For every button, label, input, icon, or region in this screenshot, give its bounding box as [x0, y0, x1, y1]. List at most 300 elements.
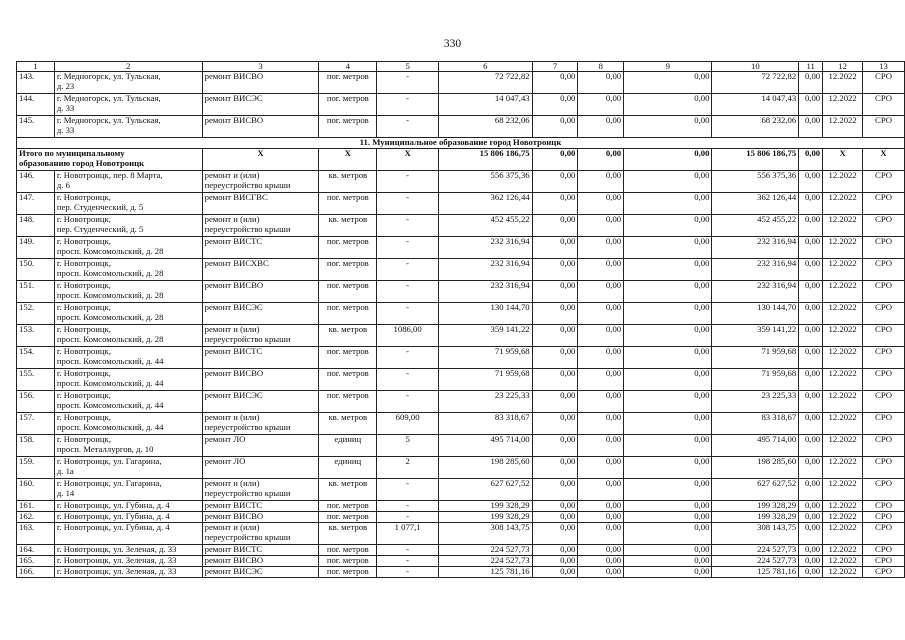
- unit-line: пог. метров: [326, 544, 369, 554]
- value-c8-line: 0,00: [605, 258, 622, 268]
- address-line: просп. Комсомольский, д. 28: [56, 289, 164, 300]
- row-number: [17, 94, 55, 116]
- value-c8-line: 0,00: [605, 566, 622, 576]
- table-row: [17, 479, 905, 501]
- address-line: д. 23: [56, 80, 75, 91]
- quantity-line: -: [406, 368, 410, 378]
- value-c7: [532, 567, 578, 578]
- value-c10: [712, 501, 799, 512]
- row-number: [17, 369, 55, 391]
- quantity: [377, 325, 439, 347]
- unit: [319, 391, 377, 413]
- total-cost-line: 72 722,82: [494, 71, 530, 81]
- value-c9-line: 0,00: [694, 170, 710, 180]
- funding-source: [863, 259, 905, 281]
- value-c7: [532, 347, 578, 369]
- address: [54, 325, 202, 347]
- value-c11-line: 0,00: [804, 93, 821, 103]
- total-cost: [438, 347, 532, 369]
- address-line: просп. Комсомольский, д. 44: [56, 399, 164, 410]
- work-type: [202, 457, 319, 479]
- quantity-line: -: [406, 258, 410, 268]
- value-c8: [578, 303, 624, 325]
- work-type-line: ремонт ВИСВО: [204, 115, 264, 125]
- completion-date-line: 12.2022: [828, 456, 857, 466]
- total-c4-line: X: [344, 148, 351, 158]
- table-row: [17, 303, 905, 325]
- value-c10: [712, 259, 799, 281]
- funding-source-line: СРО: [875, 93, 893, 103]
- value-c9: [624, 479, 712, 501]
- row-number: [17, 512, 55, 523]
- total-cost: [438, 72, 532, 94]
- completion-date: [823, 523, 863, 545]
- total-cost: [438, 171, 532, 193]
- completion-date-line: 12.2022: [828, 511, 857, 521]
- value-c9-line: 0,00: [694, 412, 710, 422]
- value-c10-line: 232 316,94: [757, 258, 797, 268]
- completion-date: [823, 116, 863, 138]
- value-c8-line: 0,00: [605, 368, 622, 378]
- funding-source: [863, 193, 905, 215]
- value-c7-line: 0,00: [560, 115, 576, 125]
- work-type-line: ремонт ВИСЭС: [204, 566, 263, 576]
- row-number: [17, 281, 55, 303]
- value-c7-line: 0,00: [560, 434, 576, 444]
- work-type-line: ремонт ВИСВО: [204, 555, 264, 565]
- address-line: г. Новотроицк,: [56, 324, 111, 334]
- completion-date-line: 12.2022: [828, 555, 857, 565]
- unit-line: пог. метров: [326, 93, 369, 103]
- address: [54, 347, 202, 369]
- value-c9-line: 0,00: [694, 368, 710, 378]
- total-c13: [863, 149, 905, 171]
- quantity: [377, 391, 439, 413]
- address-line: просп. Металлургов, д. 10: [56, 443, 154, 454]
- value-c7-line: 0,00: [560, 412, 576, 422]
- total-label: [17, 149, 203, 171]
- table-row: [17, 556, 905, 567]
- quantity: [377, 72, 439, 94]
- funding-source-line: СРО: [875, 346, 893, 356]
- value-c10-line: 224 527,73: [757, 555, 797, 565]
- table-row: [17, 512, 905, 523]
- table-row: [17, 369, 905, 391]
- address: [54, 303, 202, 325]
- value-c7-line: 0,00: [560, 170, 576, 180]
- address-line: просп. Комсомольский, д. 44: [56, 377, 164, 388]
- quantity: [377, 369, 439, 391]
- row-number: [17, 545, 55, 556]
- value-c10-line: 232 316,94: [757, 280, 797, 290]
- table-row: [17, 281, 905, 303]
- unit-line: пог. метров: [326, 192, 369, 202]
- total-cost: [438, 479, 532, 501]
- row-number-line: 163.: [19, 522, 35, 532]
- quantity-line: 1086,00: [393, 324, 422, 334]
- row-number-line: 159.: [19, 456, 35, 466]
- value-c9: [624, 171, 712, 193]
- quantity: [377, 215, 439, 237]
- total-c3: [202, 149, 319, 171]
- unit: [319, 523, 377, 545]
- total-cost-line: 130 144,70: [490, 302, 530, 312]
- work-type-line: ремонт и (или): [204, 214, 260, 224]
- address-line: г. Медногорск, ул. Тульская,: [56, 115, 161, 125]
- total-cost: [438, 325, 532, 347]
- value-c10: [712, 413, 799, 435]
- table-row: [17, 391, 905, 413]
- unit: [319, 457, 377, 479]
- row-number-line: 155.: [19, 368, 35, 378]
- total-cost-line: 359 141,22: [490, 324, 530, 334]
- row-number-line: 154.: [19, 346, 35, 356]
- value-c10: [712, 391, 799, 413]
- value-c7: [532, 435, 578, 457]
- value-c10-line: 83 318,67: [761, 412, 797, 422]
- funding-source-line: СРО: [875, 478, 893, 488]
- address: [54, 556, 202, 567]
- address-line: просп. Комсомольский, д. 28: [56, 245, 164, 256]
- value-c10: [712, 281, 799, 303]
- value-c11: [799, 325, 823, 347]
- unit: [319, 369, 377, 391]
- unit-line: кв. метров: [328, 324, 368, 334]
- row-number: [17, 479, 55, 501]
- work-type-line: ремонт и (или): [204, 324, 260, 334]
- total-c13-line: X: [880, 148, 887, 158]
- value-c10-line: 362 126,44: [757, 192, 797, 202]
- address-line: г. Новотроицк, ул. Гагарина,: [56, 478, 162, 488]
- value-c11-line: 0,00: [804, 522, 821, 532]
- value-c8-line: 0,00: [605, 214, 622, 224]
- total-cost-line: 232 316,94: [490, 258, 530, 268]
- value-c8: [578, 281, 624, 303]
- work-type-line: переустройство крыши: [204, 333, 291, 344]
- unit: [319, 303, 377, 325]
- completion-date-line: 12.2022: [828, 544, 857, 554]
- value-c10: [712, 171, 799, 193]
- row-number-line: 156.: [19, 390, 35, 400]
- address-line: д. 6: [56, 179, 70, 190]
- total-c8-line: 0,00: [605, 148, 622, 158]
- value-c10-line: 232 316,94: [757, 236, 797, 246]
- value-c11-line: 0,00: [804, 115, 821, 125]
- quantity: [377, 303, 439, 325]
- completion-date-line: 12.2022: [828, 258, 857, 268]
- value-c7: [532, 259, 578, 281]
- work-type-line: ремонт и (или): [204, 522, 260, 532]
- quantity: [377, 171, 439, 193]
- total-c8: [578, 149, 624, 171]
- table-row: [17, 347, 905, 369]
- total-c10-line: 15 806 186,75: [746, 148, 797, 158]
- value-c10-line: 359 141,22: [757, 324, 797, 334]
- table-row: [17, 116, 905, 138]
- row-number-line: 152.: [19, 302, 35, 312]
- row-number-line: 145.: [19, 115, 35, 125]
- quantity-line: -: [406, 214, 410, 224]
- row-number: [17, 259, 55, 281]
- address-line: г. Новотроицк, ул. Губина, д. 4: [56, 522, 170, 532]
- total-cost: [438, 435, 532, 457]
- value-c11: [799, 545, 823, 556]
- total-cost: [438, 303, 532, 325]
- total-cost-line: 83 318,67: [494, 412, 530, 422]
- work-type-line: переустройство крыши: [204, 179, 291, 190]
- completion-date-line: 12.2022: [828, 214, 857, 224]
- value-c10-line: 71 959,68: [761, 368, 797, 378]
- value-c9: [624, 501, 712, 512]
- quantity: [377, 512, 439, 523]
- value-c9: [624, 435, 712, 457]
- funding-source: [863, 72, 905, 94]
- unit-line: пог. метров: [326, 346, 369, 356]
- unit-line: кв. метров: [328, 478, 368, 488]
- value-c8-line: 0,00: [605, 522, 622, 532]
- quantity: [377, 567, 439, 578]
- value-c11-line: 0,00: [804, 346, 821, 356]
- unit-line: пог. метров: [326, 302, 369, 312]
- total-cost-line: 14 047,43: [494, 93, 530, 103]
- address: [54, 215, 202, 237]
- funding-source-line: СРО: [875, 71, 893, 81]
- funding-source-line: СРО: [875, 412, 893, 422]
- value-c7: [532, 193, 578, 215]
- total-c7-line: 0,00: [560, 148, 576, 158]
- value-c10-line: 198 285,60: [757, 456, 797, 466]
- total-cost-line: 362 126,44: [490, 192, 530, 202]
- quantity-line: -: [406, 478, 410, 488]
- completion-date-line: 12.2022: [828, 566, 857, 576]
- work-type: [202, 347, 319, 369]
- work-type-line: ремонт и (или): [204, 170, 260, 180]
- completion-date-line: 12.2022: [828, 346, 857, 356]
- value-c9-line: 0,00: [694, 390, 710, 400]
- value-c10: [712, 215, 799, 237]
- address: [54, 512, 202, 523]
- unit-line: пог. метров: [326, 236, 369, 246]
- value-c11: [799, 556, 823, 567]
- address-line: г. Новотроицк,: [56, 302, 111, 312]
- total-cost: [438, 94, 532, 116]
- address: [54, 171, 202, 193]
- row-number: [17, 556, 55, 567]
- value-c9-line: 0,00: [694, 324, 710, 334]
- completion-date: [823, 369, 863, 391]
- work-type: [202, 479, 319, 501]
- value-c9: [624, 369, 712, 391]
- value-c11: [799, 479, 823, 501]
- value-c9-line: 0,00: [694, 478, 710, 488]
- completion-date-line: 12.2022: [828, 236, 857, 246]
- work-type-line: ремонт ВИСТС: [204, 500, 263, 510]
- total-cost: [438, 512, 532, 523]
- row-number-line: 166.: [19, 566, 35, 576]
- value-c9-line: 0,00: [694, 346, 710, 356]
- quantity-line: -: [406, 302, 410, 312]
- table-row: [17, 215, 905, 237]
- row-number: [17, 435, 55, 457]
- funding-source: [863, 94, 905, 116]
- value-c10: [712, 567, 799, 578]
- total-cost-line: 23 225,33: [494, 390, 530, 400]
- unit: [319, 281, 377, 303]
- value-c10-line: 68 232,06: [761, 115, 797, 125]
- value-c11-line: 0,00: [804, 214, 821, 224]
- row-number-line: 162.: [19, 511, 35, 521]
- work-type-line: ремонт ВИСЭС: [204, 302, 263, 312]
- column-header: 2: [54, 62, 202, 72]
- value-c11-line: 0,00: [804, 170, 821, 180]
- value-c9: [624, 72, 712, 94]
- completion-date-line: 12.2022: [828, 434, 857, 444]
- quantity-line: -: [406, 346, 410, 356]
- value-c9-line: 0,00: [694, 214, 710, 224]
- completion-date: [823, 72, 863, 94]
- column-header: 13: [863, 62, 905, 72]
- value-c7: [532, 303, 578, 325]
- row-number-line: 165.: [19, 555, 35, 565]
- funding-source: [863, 303, 905, 325]
- value-c11: [799, 369, 823, 391]
- value-c8: [578, 237, 624, 259]
- value-c11: [799, 215, 823, 237]
- quantity-line: -: [406, 511, 410, 521]
- quantity: [377, 435, 439, 457]
- funding-source-line: СРО: [875, 236, 893, 246]
- row-number-line: 153.: [19, 324, 35, 334]
- value-c10: [712, 303, 799, 325]
- work-type-line: ремонт ВИСТС: [204, 544, 263, 554]
- value-c7: [532, 116, 578, 138]
- row-number: [17, 215, 55, 237]
- value-c10: [712, 116, 799, 138]
- funding-source: [863, 237, 905, 259]
- quantity: [377, 413, 439, 435]
- work-type: [202, 193, 319, 215]
- completion-date: [823, 391, 863, 413]
- value-c10-line: 495 714,00: [757, 434, 797, 444]
- value-c7: [532, 413, 578, 435]
- value-c8-line: 0,00: [605, 170, 622, 180]
- value-c8: [578, 259, 624, 281]
- value-c11: [799, 567, 823, 578]
- value-c9: [624, 545, 712, 556]
- row-number: [17, 391, 55, 413]
- value-c8: [578, 501, 624, 512]
- value-c11-line: 0,00: [804, 412, 821, 422]
- quantity: [377, 193, 439, 215]
- funding-source-line: СРО: [875, 324, 893, 334]
- unit: [319, 567, 377, 578]
- funding-source-line: СРО: [875, 566, 893, 576]
- address-line: г. Новотроицк,: [56, 280, 111, 290]
- funding-source-line: СРО: [875, 115, 893, 125]
- value-c10: [712, 94, 799, 116]
- total-c4: [319, 149, 377, 171]
- completion-date: [823, 512, 863, 523]
- total-cost: [438, 369, 532, 391]
- work-type: [202, 259, 319, 281]
- work-type-line: переустройство крыши: [204, 531, 291, 542]
- row-number: [17, 413, 55, 435]
- total-cost-line: 71 959,68: [494, 368, 530, 378]
- total-cost: [438, 193, 532, 215]
- funding-source: [863, 567, 905, 578]
- work-type-line: ремонт и (или): [204, 412, 260, 422]
- column-header: 11: [799, 62, 823, 72]
- work-type-line: ремонт ЛО: [204, 434, 246, 444]
- value-c8: [578, 556, 624, 567]
- total-cost-line: 224 527,73: [490, 544, 530, 554]
- value-c9-line: 0,00: [694, 71, 710, 81]
- completion-date-line: 12.2022: [828, 324, 857, 334]
- value-c10: [712, 479, 799, 501]
- value-c8-line: 0,00: [605, 115, 622, 125]
- total-cost: [438, 259, 532, 281]
- row-number: [17, 116, 55, 138]
- value-c8: [578, 325, 624, 347]
- total-cost: [438, 556, 532, 567]
- row-number-line: 146.: [19, 170, 35, 180]
- value-c9: [624, 512, 712, 523]
- total-c11: [799, 149, 823, 171]
- value-c9-line: 0,00: [694, 93, 710, 103]
- completion-date: [823, 413, 863, 435]
- total-cost-line: 556 375,36: [490, 170, 530, 180]
- value-c7: [532, 72, 578, 94]
- quantity: [377, 479, 439, 501]
- column-header: 4: [319, 62, 377, 72]
- value-c11: [799, 457, 823, 479]
- unit: [319, 435, 377, 457]
- address-line: г. Новотроицк, ул. Губина, д. 4: [56, 511, 170, 521]
- value-c11: [799, 72, 823, 94]
- value-c8-line: 0,00: [605, 280, 622, 290]
- value-c9-line: 0,00: [694, 434, 710, 444]
- value-c8: [578, 369, 624, 391]
- value-c7: [532, 556, 578, 567]
- total-label-line: образованию город Новотроицк: [19, 157, 145, 168]
- value-c7: [532, 391, 578, 413]
- value-c7: [532, 369, 578, 391]
- unit: [319, 259, 377, 281]
- table-row: [17, 72, 905, 94]
- value-c8: [578, 215, 624, 237]
- work-type: [202, 72, 319, 94]
- total-cost: [438, 215, 532, 237]
- table-row: [17, 435, 905, 457]
- address-line: г. Новотроицк, ул. Зеленая, д. 33: [56, 555, 177, 565]
- quantity-line: -: [406, 280, 410, 290]
- value-c11: [799, 193, 823, 215]
- unit: [319, 512, 377, 523]
- value-c8-line: 0,00: [605, 544, 622, 554]
- value-c9: [624, 325, 712, 347]
- work-type-line: переустройство крыши: [204, 223, 291, 234]
- value-c10: [712, 369, 799, 391]
- value-c9: [624, 567, 712, 578]
- value-c7-line: 0,00: [560, 511, 576, 521]
- value-c9: [624, 457, 712, 479]
- column-header: 7: [532, 62, 578, 72]
- value-c9-line: 0,00: [694, 511, 710, 521]
- funding-source-line: СРО: [875, 302, 893, 312]
- total-cost-line: 232 316,94: [490, 280, 530, 290]
- section-title: 11. Муниципальное образование город Новотроицк: [17, 138, 905, 149]
- value-c9-line: 0,00: [694, 302, 710, 312]
